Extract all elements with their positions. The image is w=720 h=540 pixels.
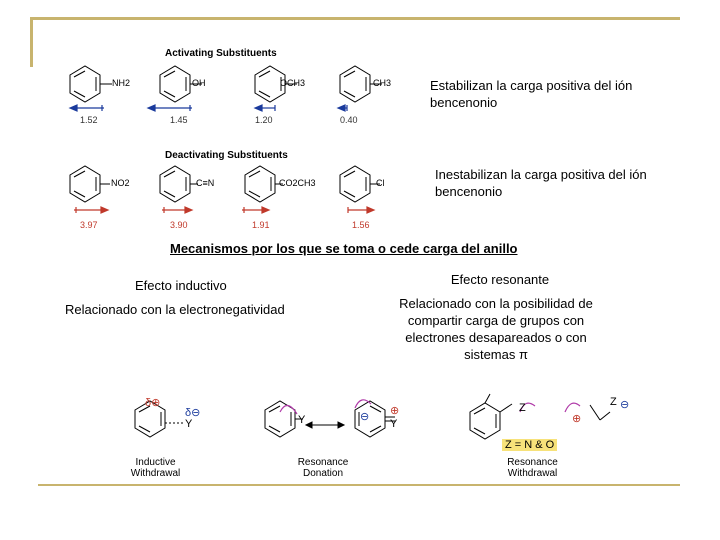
benzene-ring-7: [245, 166, 283, 202]
activating-value-3: 1.20: [255, 115, 273, 125]
deactivating-title: Deactivating Substituents: [165, 150, 288, 161]
benzene-ring-1: [70, 66, 112, 102]
group-label-cl: Cl: [376, 178, 385, 188]
curved-arrow-donation-2: [355, 400, 371, 408]
resonance-double-arrow: [306, 422, 344, 428]
activating-value-4: 0.40: [340, 115, 358, 125]
y-label-donation-right: Y: [390, 418, 398, 430]
y-label-inductive: Y: [185, 418, 193, 430]
deactivating-value-3: 1.91: [252, 220, 270, 230]
deactivating-value-4: 1.56: [352, 220, 370, 230]
deactivating-value-2: 3.90: [170, 220, 188, 230]
curved-arrow-withdrawal-2: [565, 403, 580, 412]
deactivating-figure: [60, 160, 440, 245]
z-legend: Z = N & O: [502, 439, 557, 451]
minus-charge-label: ⊖: [360, 411, 370, 423]
delta-plus-label: δ⊕: [145, 397, 161, 409]
y-label-donation: Y: [298, 414, 306, 426]
plus-charge-withdrawal: ⊕: [572, 413, 582, 425]
activating-dipole-arrows: [70, 105, 347, 111]
z-label-right: Z: [610, 396, 617, 408]
benzene-ring-8: [340, 166, 380, 202]
inductive-description: Relacionado con la electronegatividad: [65, 302, 285, 317]
mechanisms-heading: Mecanismos por los que se toma o cede carga del anillo: [170, 241, 518, 256]
activating-value-2: 1.45: [170, 115, 188, 125]
activating-figure: [60, 60, 440, 145]
note-destabilize: Inestabilizan la carga positiva del ión bencenonio: [435, 167, 647, 199]
group-label-och3: OCH3: [280, 78, 306, 88]
delta-minus-label: δ⊖: [185, 407, 201, 419]
group-label-oh: OH: [192, 78, 206, 88]
resonance-withdrawal-caption: Resonance Withdrawal: [507, 457, 558, 479]
group-label-no2: NO2: [111, 178, 130, 188]
curved-arrow-donation-1: [280, 405, 297, 414]
resonance-title: Efecto resonante: [450, 272, 550, 287]
inductive-caption: Inductive Withdrawal: [130, 457, 181, 479]
frame-left-line: [30, 17, 33, 67]
benzene-ring-6: [160, 166, 198, 202]
group-label-co2ch3: CO2CH3: [279, 178, 316, 188]
inductive-title: Efecto inductivo: [135, 278, 227, 293]
frame-top-line: [30, 17, 680, 20]
deactivating-dipole-arrows: [74, 207, 374, 213]
plus-charge-label: ⊕: [390, 405, 400, 417]
resonance-description: Relacionado con la posibilidad de compartir carga de grupos con electrones desapareados o con sistemas π: [399, 296, 593, 362]
note-stabilize: Estabilizan la carga positiva del ión bencenonio: [430, 78, 633, 110]
benzene-ring-5: [70, 166, 110, 202]
activating-value-1: 1.52: [80, 115, 98, 125]
resonance-donation-caption: Resonance Donation: [297, 457, 349, 479]
minus-charge-withdrawal: ⊖: [620, 399, 630, 411]
activating-title: Activating Substituents: [165, 48, 277, 59]
frame-bottom-line: [38, 484, 680, 486]
group-label-nh2: NH2: [112, 78, 131, 88]
z-label: Z: [519, 402, 526, 414]
group-label-ch3: CH3: [373, 78, 392, 88]
deactivating-value-1: 3.97: [80, 220, 98, 230]
withdrawal-ring: [470, 394, 610, 439]
group-label-cn: C≡N: [196, 178, 215, 188]
